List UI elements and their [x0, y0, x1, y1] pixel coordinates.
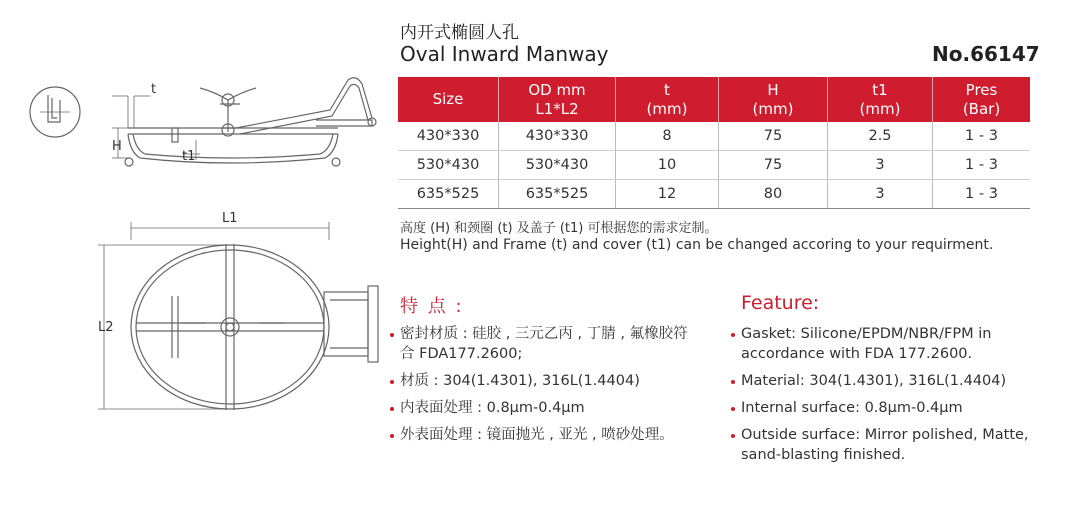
list-item: Material: 304(1.4301), 316L(1.4404) — [731, 371, 1051, 391]
col-header-t1: t1 (mm) — [828, 77, 933, 122]
col-header-pres: Pres (Bar) — [933, 77, 1031, 122]
list-item: Internal surface: 0.8μm-0.4μm — [731, 398, 1051, 418]
dim-label-h: H — [112, 139, 122, 154]
dim-label-t: t — [151, 82, 157, 97]
cell-pres: 1 - 3 — [933, 151, 1031, 180]
dim-label-t1: t1 — [182, 149, 196, 164]
cell-size: 635*525 — [398, 180, 499, 209]
dim-label-l2: L2 — [98, 320, 114, 335]
cell-t: 10 — [616, 151, 719, 180]
list-item: 外表面处理 : 镜面抛光 , 亚光 , 喷砂处理。 — [390, 425, 700, 445]
title-english: Oval Inward Manway — [400, 42, 609, 66]
cell-size: 430*330 — [398, 122, 499, 151]
cell-od: 530*430 — [499, 151, 616, 180]
cell-t1: 2.5 — [828, 122, 933, 151]
list-item: 内表面处理 : 0.8μm-0.4μm — [390, 398, 700, 418]
table-row — [398, 180, 1030, 209]
col-header-od: OD mm L1*L2 — [499, 77, 616, 122]
model-number: No.66147 — [932, 42, 1040, 66]
manway-technical-drawing — [0, 0, 395, 518]
features-list-english — [731, 324, 1051, 465]
table-row — [398, 151, 1030, 180]
col-header-size: Size — [398, 77, 499, 122]
customization-note-english: Height(H) and Frame (t) and cover (t1) can be changed accoring to your requirment. — [400, 237, 994, 253]
cell-h: 75 — [719, 122, 828, 151]
cell-h: 80 — [719, 180, 828, 209]
customization-note-chinese: 高度 (H) 和颈圈 (t) 及盖子 (t1) 可根据您的需求定制。 — [400, 221, 718, 236]
list-item: 密封材质 : 硅胶 , 三元乙丙 , 丁腈 , 氟橡胶符合 FDA177.2600; — [390, 324, 700, 364]
cell-t1: 3 — [828, 180, 933, 209]
col-header-h: H (mm) — [719, 77, 828, 122]
list-item: Outside surface: Mirror polished, Matte, sand-blasting finished. — [731, 425, 1051, 465]
features-list-chinese — [390, 324, 700, 445]
cell-od: 430*330 — [499, 122, 616, 151]
cell-t1: 3 — [828, 151, 933, 180]
cell-t: 8 — [616, 122, 719, 151]
list-item: Gasket: Silicone/EPDM/NBR/FPM in accordance with FDA 177.2600. — [731, 324, 1051, 364]
cell-od: 635*525 — [499, 180, 616, 209]
spec-table — [398, 77, 1030, 209]
list-item: 材质 : 304(1.4301), 316L(1.4404) — [390, 371, 700, 391]
spec-table-header-row — [398, 77, 1030, 122]
col-header-t: t (mm) — [616, 77, 719, 122]
features-heading-english: Feature: — [741, 292, 820, 314]
cell-h: 75 — [719, 151, 828, 180]
manway-top-view — [98, 222, 378, 410]
cell-pres: 1 - 3 — [933, 180, 1031, 209]
table-row — [398, 122, 1030, 151]
cell-t: 12 — [616, 180, 719, 209]
dim-label-l1: L1 — [222, 211, 238, 226]
cell-pres: 1 - 3 — [933, 122, 1031, 151]
title-chinese: 内开式椭圆人孔 — [400, 23, 519, 43]
cell-size: 530*430 — [398, 151, 499, 180]
features-heading-chinese: 特 点 : — [400, 296, 464, 317]
